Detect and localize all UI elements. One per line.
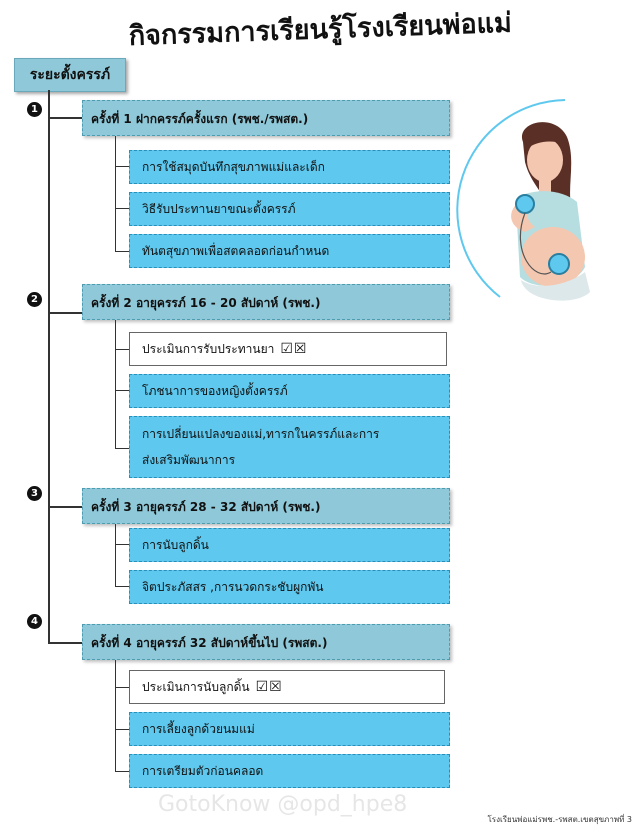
timeline-connector — [48, 312, 82, 314]
branch-tick — [115, 390, 129, 391]
timeline-connector — [48, 506, 82, 508]
period-label: ระยะตั้งครรภ์ — [14, 58, 126, 92]
list-item-label: ทันตสุขภาพเพื่อสตคลอดก่อนกำหนด — [142, 243, 330, 258]
list-item — [129, 670, 445, 704]
session-header: ครั้งที่ 4 อายุครรภ์ 32 สัปดาห์ขึ้นไป (รพสต.) — [82, 624, 450, 660]
checkbox-icon: ☑☒ — [255, 679, 283, 695]
branch-tick — [115, 349, 129, 350]
list-item — [129, 374, 450, 408]
list-item-label: การเตรียมตัวก่อนคลอด — [142, 763, 264, 778]
branch-line — [115, 320, 116, 448]
list-item — [129, 332, 447, 366]
list-item-label: วิธีรับประทานยาขณะตั้งครรภ์ — [142, 201, 296, 216]
session-header: ครั้งที่ 1 ฝากครรภ์ครั้งแรก (รพช./รพสต.) — [82, 100, 450, 136]
list-item-label: ส่งเสริมพัฒนาการ — [142, 453, 236, 467]
branch-tick — [115, 166, 129, 167]
list-item — [129, 570, 450, 604]
timeline-line — [48, 90, 50, 642]
list-item — [129, 150, 450, 184]
branch-tick — [115, 771, 129, 772]
list-item-label: การใช้สมุดบันทึกสุขภาพแม่และเด็ก — [142, 159, 325, 174]
pregnant-woman-illustration — [455, 92, 640, 317]
branch-tick — [115, 251, 129, 252]
list-item — [129, 234, 450, 268]
branch-tick — [115, 729, 129, 730]
list-item — [129, 416, 450, 478]
branch-tick — [115, 544, 129, 545]
branch-line — [115, 660, 116, 772]
session-number-badge: 4 — [27, 614, 42, 629]
list-item — [129, 712, 450, 746]
list-item-label: ประเมินการรับประทานยา — [142, 341, 275, 356]
list-item — [129, 528, 450, 562]
branch-tick — [115, 586, 129, 587]
timeline-connector — [48, 117, 82, 119]
session-number-badge: 1 — [27, 102, 42, 117]
timeline-connector — [48, 642, 82, 644]
branch-line — [115, 136, 116, 252]
list-item-label: จิตประภัสสร ,การนวดกระชับผูกพัน — [142, 579, 324, 594]
list-item-label: การเลี้ยงลูกด้วยนมแม่ — [142, 721, 255, 736]
list-item-label: การเปลี่ยนแปลงของแม่,ทารกในครรภ์และการ — [142, 427, 380, 441]
list-item — [129, 754, 450, 788]
session-header: ครั้งที่ 2 อายุครรภ์ 16 - 20 สัปดาห์ (รพช.) — [82, 284, 450, 320]
session-number-badge: 2 — [27, 292, 42, 307]
branch-tick — [115, 687, 129, 688]
branch-tick — [115, 448, 129, 449]
session-header: ครั้งที่ 3 อายุครรภ์ 28 - 32 สัปดาห์ (รพช.) — [82, 488, 450, 524]
watermark: GotoKnow @opd_hpe8 — [158, 792, 408, 817]
list-item-label: โภชนาการของหญิงตั้งครรภ์ — [142, 383, 288, 398]
page-title: กิจกรรมการเรียนรู้โรงเรียนพ่อแม่ — [128, 7, 513, 52]
list-item — [129, 192, 450, 226]
branch-line — [115, 524, 116, 586]
footer-note: โรงเรียนพ่อแม่รพช.-รพสต.เขตสุขภาพที่ 3 — [487, 815, 632, 824]
checkbox-icon: ☑☒ — [280, 341, 308, 357]
session-number-badge: 3 — [27, 486, 42, 501]
list-item-label: ประเมินการนับลูกดิ้น — [142, 679, 250, 694]
list-item-label: การนับลูกดิ้น — [142, 537, 209, 552]
branch-tick — [115, 208, 129, 209]
